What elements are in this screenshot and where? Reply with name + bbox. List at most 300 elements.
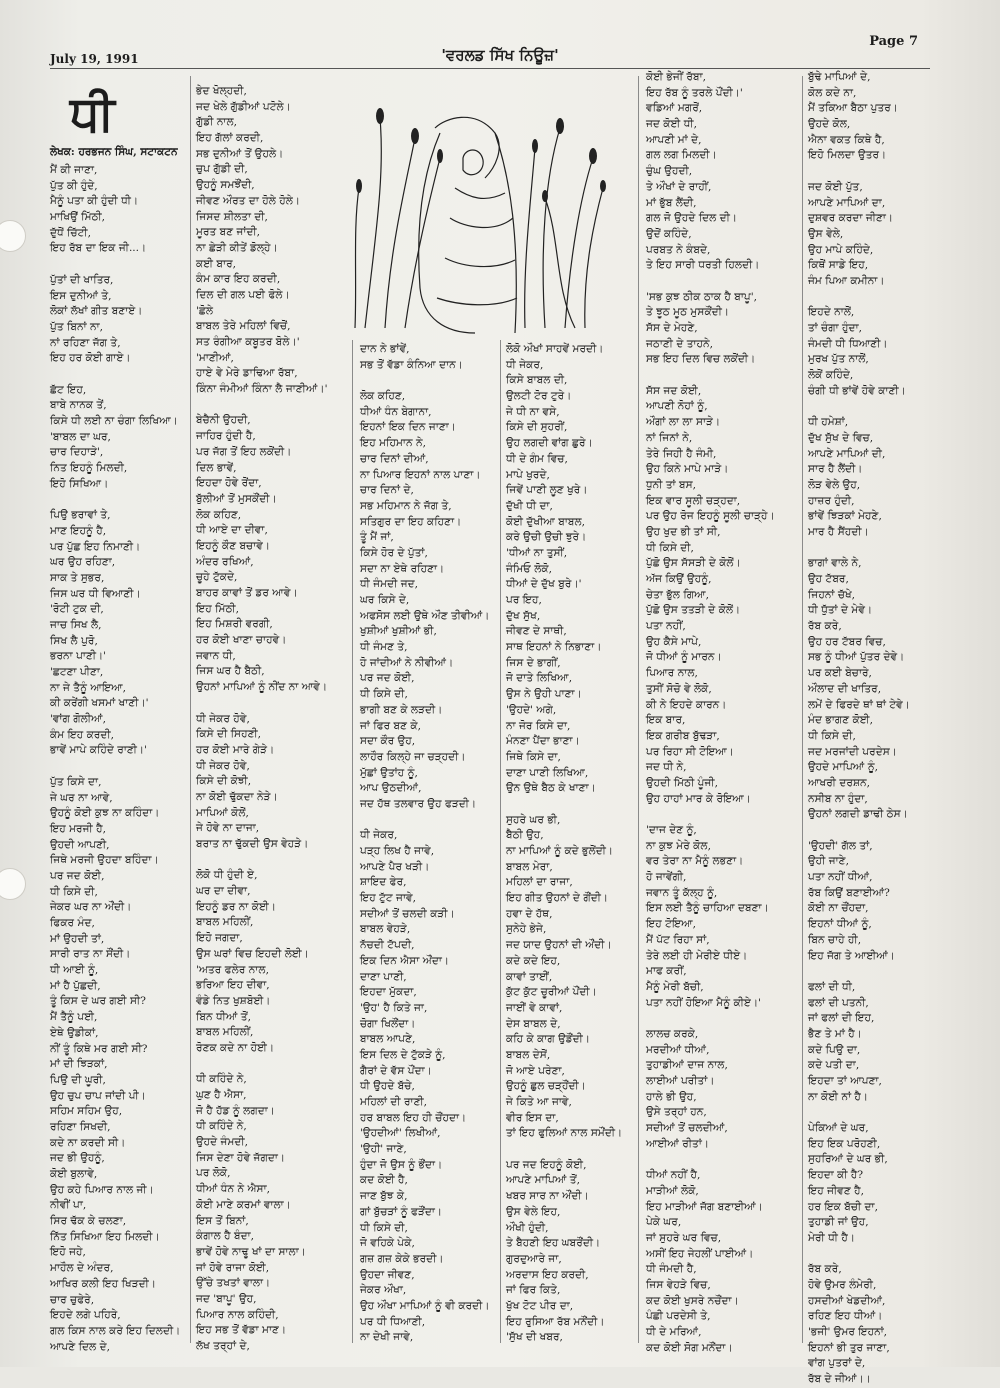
article-column-1 xyxy=(50,163,186,1358)
poem-line: ਜੇਕਰ ਔਖਾ, xyxy=(360,1284,407,1297)
poem-line: ਹੋ ਜਾਵੇਂਗੀ, xyxy=(646,871,687,884)
poem-line: ਜਦ 'ਬਾਪੂ' ਉਹ, xyxy=(196,1292,257,1305)
poem-line: ਉਹ ਕਹੇ ਪਿਆਰ ਨਾਲ ਜੀ। xyxy=(50,1183,154,1196)
poem-line: ਰਹਿਣਾ ਸਿਖਦੀ, xyxy=(50,1120,111,1133)
poem-line: ਇਹਦੇ ਲਗੇ ਪਹਿਰੇ, xyxy=(50,1309,121,1322)
poem-line: ਇਸ ਲਈ ਤੈਨੂੰ ਚਾਹਿਆ ਦਬਣਾ। xyxy=(646,902,769,915)
poem-line: ਨਾਂ ਜਿਨਾਂ ਨੇ, xyxy=(646,431,693,444)
poem-line: ਉਹਦਾ ਜੀਵਣ, xyxy=(360,1268,415,1281)
poem-line: ਮਰਦੀਆਂ ਧੀਆਂ, xyxy=(646,1043,710,1056)
poem-line: ਆਪਣੀ ਨੋਹਾਂ ਨੂੰ, xyxy=(646,400,708,413)
poem-line: ਕਦੇ ਨਾ ਕਰਦੀ ਸੀ। xyxy=(50,1136,126,1149)
poem-line: ਉਹ ਔਖਾ ਮਾਪਿਆਂ ਨੂੰ ਵੀ ਕਰਦੀ। xyxy=(360,1299,490,1312)
poem-line: ਪੁੱਤ ਬਿਨਾਂ ਨਾ, xyxy=(50,320,104,333)
poem-line: ਇਸ ਤੋਂ ਬਿਨਾਂ, xyxy=(196,1214,249,1227)
poem-line: ਹਰ ਕੋਈ ਮਾਰੇ ਗੇੜੇ। xyxy=(196,743,275,756)
header-divider xyxy=(50,68,930,69)
poem-line: ਉਹ ਲਗਦੀ ਵਾਂਗ ਛੁਰੇ। xyxy=(506,437,593,450)
poem-line: ਧੀ ਦੇ ਗੰਮ ਵਿਚ, xyxy=(506,452,568,465)
poem-line: ਕੰਗਾਲ ਹੈ ਬੰਦਾ, xyxy=(196,1230,255,1243)
poem-line: ਬਿਨ ਚਾਹੇ ਹੀ, xyxy=(808,933,862,946)
poem-line: ਧੀ ਜੇਕਰ, xyxy=(360,829,398,842)
poem-line: ਚੂਹੇ ਟੁੱਕਦੇ, xyxy=(196,571,238,584)
poem-line: ਦਿਲ ਦੀ ਗਲ ਪਈ ਫੋਲੇ। xyxy=(196,288,290,301)
poem-line xyxy=(50,257,186,273)
binder-hole xyxy=(0,220,26,252)
poem-line: ਅੰਦਰ ਰਖਿਆਂ, xyxy=(196,555,254,568)
poem-line: ਕੋਈ ਮਾਣੇ ਕਰਮਾਂ ਵਾਲਾ। xyxy=(196,1198,291,1211)
poem-line xyxy=(50,759,186,775)
poem-line: ਧੁਨੀ ਤਾਂ ਬਸ, xyxy=(646,478,697,491)
poem-line: ਧੀ ਆਈ ਨੂੰ, xyxy=(50,964,99,977)
poem-line: ਤੂੰ ਮੈਂ ਜਾਂ, xyxy=(360,531,394,544)
poem-line: ਮੈਂ ਪੱਟ ਰਿਹਾ ਸਾਂ, xyxy=(646,933,710,946)
poem-line: ਲੋਕੋਂ ਕਹਿੰਦੇ, xyxy=(808,369,854,382)
poem-line: ਛੱਟ ਇਹ, xyxy=(50,383,87,396)
poem-line: ਮੁੱਛਾਂ ਉਤਾਂਹ ਨੂੰ, xyxy=(360,766,418,779)
poem-line: ਉਹਨਾਂ ਲਗਦੀ ਡਾਢੀ ਠੇਸ। xyxy=(808,808,908,821)
poem-line: ਇਹ ਟੁੱਟ ਜਾਵੇ, xyxy=(360,892,416,905)
poem-line: ਜਵਾਨ ਤੂੰ ਕੱਲ੍ਹ ਨੂੰ, xyxy=(646,886,718,899)
poem-line xyxy=(808,290,958,306)
poem-line xyxy=(196,853,346,869)
poem-line: ਭੇਦ ਖੋਲ੍ਹਦੀ, xyxy=(196,85,247,97)
poem-line: ਹਾਏ ਵੇ ਮੇਰੇ ਡਾਢਿਆ ਰੱਬਾ, xyxy=(196,367,298,380)
poem-line: ਉਹ ਹਾਹਾਂ ਮਾਰ ਕੇ ਰੋਇਆ। xyxy=(646,792,751,805)
poem-line xyxy=(646,807,798,823)
poem-line xyxy=(50,492,186,508)
poem-line: ਮਹਿਲਾਂ ਦੀ ਰਾਣੀ, xyxy=(360,1096,428,1108)
poem-line: ਭਾਗਾਂ ਵਾਲੇ ਨੇ, xyxy=(808,557,862,570)
poem-line: ਜੰਮਦੀ ਧੀ ਧਿਆਣੀ। xyxy=(808,337,888,350)
poem-line: ਇਸ ਦਿਲ ਦੇ ਟੁੱਕੜੇ ਨੂੰ, xyxy=(360,1048,446,1061)
poem-line: ਪਰ ਜੱਗ ਤੋਂ ਇਹ ਲਕੋਂਦੀ। xyxy=(196,445,292,458)
poem-line: 'ਰੋਟੀ ਟੁਕ ਦੀ, xyxy=(50,603,104,616)
poem-line: ਰਹਿਣ ਇਹ ਧੀਆਂ। xyxy=(808,1310,883,1323)
poem-line: ਉਸ ਵੇਲੇ ਇਹ, xyxy=(506,1205,561,1218)
poem-line: ਬਿਨ ਧੀਆਂ ਤੋਂ, xyxy=(196,1010,251,1023)
poem-line: ਉਹਦੇ ਜੰਮਦੀ, xyxy=(196,1136,249,1149)
poem-line: ਮਾਪਿਆਂ ਕੋਲੋਂ, xyxy=(196,806,249,819)
poem-line: ਧੀ ਧੁੱਤਾਂ ਦੇ ਮੇਵੇ। xyxy=(808,604,873,617)
poem-line: ਉਹਨੂੰ ਛੁਲ ਚੜ੍ਹੌਂਦੀ। xyxy=(506,1080,586,1093)
poem-line: ਬਾਬਲ ਵੇਹੜੇ, xyxy=(360,923,411,936)
poem-line: ਇਸ ਦੁਨੀਆਂ ਤੇ, xyxy=(50,289,112,302)
poem-line: ਇਹ ਮਿਸ਼ਰੀ ਵਰਗੀ, xyxy=(196,618,273,631)
poem-line: ਪਰ ਪੁੱਛ ਇਹ ਨਿਮਾਣੀ। xyxy=(50,540,141,553)
poem-line: ਕੰਮ ਕਾਰ ਇਹ ਕਰਦੀ, xyxy=(196,273,281,286)
poem-line: ਮੈਂ ਕੀ ਜਾਣਾ, xyxy=(50,164,98,176)
poem-line: ਫਲਾਂ ਦੀ ਪਤਨੀ, xyxy=(808,996,869,1009)
poem-line: ਕੋਈ ਬੁਲਾਵੇ, xyxy=(50,1168,98,1180)
poem-line: ਜਦ ਮਰਜਾਂਦੀ ਪਰਦੇਸ। xyxy=(808,745,897,758)
poem-line: ਜਾਂ ਹੋਵੇ ਰਾਜਾ ਕੋਈ, xyxy=(196,1261,270,1274)
poem-line: ਆਪਣੇ ਮਾਪਿਆਂ ਦੀ, xyxy=(808,447,886,460)
column-divider xyxy=(190,76,191,1343)
poem-line: ਚਾਰ ਚੁਫੇਰੇ, xyxy=(50,1293,95,1306)
poem-line: ਜਿਸ ਦੇ ਭਾਗੀਂ, xyxy=(506,656,561,669)
poem-line: ਉਹਦੇ ਮਾਪਿਆਂ ਨੂੰ, xyxy=(808,761,878,774)
poem-line xyxy=(808,823,958,839)
poem-line: ਜਿਸ ਘਰ ਧੀ ਵਿਆਣੀ। xyxy=(50,587,141,600)
poem-line: ਗੁਰਦੁਆਰੇ ਜਾ, xyxy=(506,1252,562,1265)
poem-line: ਲੋਕ ਕਹਿਣ, xyxy=(196,508,242,521)
poem-line: ਦਾਨ ਨੇ ਭਾਂਵੇਂ, xyxy=(360,343,410,355)
poem-line: ਪਰ ਜਦ ਕੋਈ, xyxy=(50,869,105,882)
poem-line: ਮਾਂ ਭੁੱਬ ਲੈਂਦੀ, xyxy=(646,196,697,209)
poem-line: ਇਹਨੂੰ ਡਰ ਨਾ ਕੋਈ। xyxy=(196,900,276,913)
poem-line: ਮਾਂ ਉਹਦੀ ਤਾਂ, xyxy=(50,932,105,945)
poem-line: ਦੁੱਖੀ ਧੀ ਦਾ, xyxy=(506,499,553,512)
poem-line: ਇਹ ਰੱਬ ਦਾ ਇਕ ਜੀ...। xyxy=(50,242,147,255)
poem-line: ਉਸ ਘਰਾਂ ਵਿਚ ਇਹਦੀ ਲੋਈ। xyxy=(196,947,309,960)
poem-line: ਸਦੀਆਂ ਤੋਂ ਚਲਦੀਆਂ, xyxy=(646,1122,728,1135)
poem-line: ਹਵਾ ਦੇ ਹੱਥ, xyxy=(506,907,553,920)
poem-line: ਫਲਾਂ ਦੀ ਧੀ, xyxy=(808,980,856,993)
poem-line: ਹਰ ਬਾਬਲ ਇਹ ਹੀ ਚੌਂਹਦਾ। xyxy=(360,1111,467,1124)
poem-line: ਬਰਾਤ ਨਾ ਢੁੱਕਦੀ ਉਸ ਵੇਹੜੇ। xyxy=(196,838,309,850)
poem-line: ਜੇ ਧੀ ਨਾ ਵਸੇ, xyxy=(506,405,560,418)
poem-line: ਤੇਰੇ ਜਿਹੀ ਹੈ ਜੰਮੀ, xyxy=(646,447,717,460)
poem-line: ਗਜ਼ ਗਜ਼ ਕੇਕੇ ਭਰਦੀ। xyxy=(360,1252,444,1265)
poem-line: ਗਲ ਜੋ ਉਹਦੇ ਦਿਲ ਦੀ। xyxy=(646,212,738,225)
poem-line: ਇਹ ਹਰ ਕੋਈ ਗਾਏ। xyxy=(50,352,131,365)
poem-line: ਦੁੱਖ ਸੁੱਖ, xyxy=(506,609,541,622)
poem-line: ਭਾਵੇਂ ਹੋਵੇ ਨਾਢੂ ਖਾਂ ਦਾ ਸਾਲਾ। xyxy=(196,1245,306,1258)
poem-line: ਦਿਲ ਭਾਵੇਂ, xyxy=(196,461,237,474)
poem-line: ਮੈਂ ਤਕਿਆ ਬੈਠਾ ਪੁਤਰ। xyxy=(808,102,898,115)
poem-line: ਬਾਬਲ ਆਪਣੇ, xyxy=(360,1033,416,1046)
poem-line: ਜਾਂ ਫਲਾਂ ਦੀ ਇਹ, xyxy=(808,1012,875,1025)
poem-line: 'ਦਾਜ ਦੇਣ ਨੂੰ, xyxy=(646,824,697,836)
poem-line: ਪਰ ਇਹ, xyxy=(506,594,542,606)
poem-line: ਲਮੇਂ ਦੇ ਫਿਰਦੇ ਥਾਂ ਥਾਂ ਟੇਵੇ। xyxy=(808,698,910,711)
poem-line: ਮੈਨੂੰ ਮੇਰੀ ਬੱਚੀ, xyxy=(646,980,704,993)
poem-line: ਉਸ ਨੇ ਉਹੀ ਪਾਣਾ। xyxy=(506,688,582,701)
article-column-6 xyxy=(808,70,958,1386)
poem-line: ਪੇਕੇ ਘਰ, xyxy=(646,1216,682,1229)
article-title: ਧੀ xyxy=(70,86,115,142)
poem-line: ਰੱਬ ਕਰੇ, xyxy=(808,620,842,633)
poem-line: ਪਰ ਜਦ ਕੋਈ, xyxy=(360,672,415,685)
poem-line: ਬਾਬਲ ਮਹਿਲੀਂ, xyxy=(196,1026,254,1039)
poem-line: ਪਰ ਧੀ ਧਿਆਣੀ, xyxy=(360,1315,426,1328)
poem-line: ਤੇ ਝੂਠ ਮੂਠ ਮੁਸਕੌਂਦੀ। xyxy=(646,306,730,319)
poem-line: ਭਾਗੀ ਬਣ ਕੇ ਲੜਦੀ। xyxy=(360,703,443,716)
poem-line: ਦੁੱਖ ਸੁੱਖ ਦੇ ਵਿਚ, xyxy=(808,431,874,444)
poem-line: ਔਲਾਦ ਦੀ ਖਾਤਿਰ, xyxy=(808,682,882,695)
poem-line: ਕਰੇ ਉਚੀ ਉਚੀ ਝੁਰੇ। xyxy=(506,531,587,544)
poem-line: ਉਹਨਾਂ ਮਾਪਿਆਂ ਨੂੰ ਨੀਂਦ ਨਾ ਆਵੇ। xyxy=(196,681,328,694)
poem-line: ਪੁੱਛੋ ਉਸ ਸੱਸੜੀ ਦੇ ਕੋਲੋਂ। xyxy=(646,557,741,570)
poem-line: ਧੀ ਜੰਮਣ ਤੇ, xyxy=(360,641,408,654)
poem-line: ਉਹ ਚੁਪ ਚਾਪ ਜਾਂਦੀ ਪੀ। xyxy=(50,1089,146,1102)
poem-line xyxy=(506,1142,636,1158)
poem-line: ਬਾਹਰ ਕਾਵਾਂ ਤੋਂ ਡਰ ਆਵੇ। xyxy=(196,587,298,599)
poem-line: ਸਦੀਆਂ ਤੋਂ ਚਲਦੀ ਕੜੀ। xyxy=(360,907,455,920)
poem-line: ਜਾਂ ਫਿਰ ਕਿਤੇ, xyxy=(506,1284,561,1297)
poem-line: 'ਮਾਣੀਆਂ, xyxy=(196,351,234,364)
poem-line: ਨਾ ਕੋਈ ਢੁੱਕਦਾ ਨੇੜੇ। xyxy=(196,790,278,803)
poem-line: ਕਦੇ ਕਦੇ ਇਹ, xyxy=(506,954,561,967)
column-divider xyxy=(500,340,501,1343)
poem-line: ਉਹਨੂੰ ਕੋਈ ਕੁਝ ਨਾ ਕਹਿੰਦਾ। xyxy=(50,807,160,820)
poem-line: ਪੁੱਛੋ ਉਸ ਤਤੜੀ ਦੇ ਕੋਲੋਂ। xyxy=(646,604,741,617)
poem-line: ਸੁਹਰਿਆਂ ਦੇ ਘਰ ਭੀ, xyxy=(808,1153,888,1166)
poem-line: ਬਾਬਲ ਦੇਸੋਂ, xyxy=(506,1048,551,1061)
poem-line: ਵੀਰ ਇਸ ਦਾ, xyxy=(506,1111,559,1124)
poem-line: ਪਰ ਲੋਕੋ, xyxy=(196,1167,231,1180)
poem-line: ਮੰਨਣਾ ਪੈਂਦਾ ਭਾਣਾ। xyxy=(506,735,580,748)
poem-line: ਨੱਚਦੀ ਟੱਪਦੀ, xyxy=(360,939,415,952)
poem-line: ਗਲ ਲਗ ਮਿਲਦੀ। xyxy=(646,149,717,162)
poem-line: ਵਡਿਆਂ ਮਗਰੋਂ, xyxy=(646,102,703,115)
poem-line: ਉਹਨੂੰ ਸਮਝੌਂਦੀ, xyxy=(196,179,255,192)
poem-line: ਧੀ ਕਹਿੰਦੇ ਨੇ, xyxy=(196,1073,247,1086)
poem-line xyxy=(808,164,958,180)
poem-line: 'ਅਤਰ ਫਲੇਰ ਨਾਲ, xyxy=(196,963,269,976)
article-column-3 xyxy=(360,342,498,1359)
poem-line: ਜੋ ਹੈ ਹੱਡ ਨੂੰ ਲਗਦਾ। xyxy=(196,1104,275,1117)
poem-line: ਜਿਸ ਵੇਹੜੇ ਵਿਚ, xyxy=(646,1278,711,1291)
poem-line xyxy=(360,813,498,829)
poem-line: ਮਾਪੇ ਖੁਰਦੇ, xyxy=(506,468,550,481)
poem-line: ਜਦ ਕੋਈ ਪੁੱਤ, xyxy=(808,180,863,193)
poem-line: ਇਹਨਾਂ ਧੀਆਂ ਨੂੰ, xyxy=(808,918,872,931)
poem-line: ਧੀ ਜੇਕਰ ਹੋਵੇ, xyxy=(196,759,250,772)
poem-line: ਉਸੇ ਤਰ੍ਹਾਂ ਹਨ, xyxy=(646,1106,707,1119)
poem-line: ਘੁਣ ਹੈ ਐਸਾ, xyxy=(196,1089,247,1101)
poem-line: ਖੁੱਖ ਟੋਟ ਪੀਰ ਦਾ, xyxy=(506,1299,574,1312)
poem-line: ਪਤਾ ਨਹੀਂ ਧੀਆਂ, xyxy=(808,871,873,884)
poem-line: ਸਾਰੀ ਰਾਤ ਨਾ ਸੌਂਦੀ। xyxy=(50,948,131,961)
poem-line: ਪਿਆਰ ਨਾਲ ਕਹਿੰਦੀ, xyxy=(196,1308,279,1321)
poem-line: ਇਹੋ ਸਿਖਿਆ। xyxy=(50,477,109,490)
poem-line: ਕੋਈ ਭੇਜੀਂ ਰੱਬਾ, xyxy=(646,71,706,83)
poem-line: ਦੁੱਧੋਂ ਚਿੱਟੀ, xyxy=(50,226,91,239)
poem-line: 'ਉਹਦੀ' ਗੱਲ ਤਾਂ, xyxy=(808,839,873,852)
poem-line xyxy=(646,1011,798,1027)
poem-line: ਉਹ ਕਿਨੇ ਮਾਪੇ ਮਾੜੇ। xyxy=(646,463,729,476)
poem-line: ਵਾਂਗ ਪੁਤਰਾਂ ਦੇ, xyxy=(808,1357,866,1370)
poem-line: ਚੋਗਾ ਖਿਲੌਂਦਾ। xyxy=(360,1017,416,1030)
poem-line: ਗਲ ਕਿਸ ਨਾਲ ਕਰੇ ਇਹ ਦਿਲਦੀ। xyxy=(50,1324,181,1337)
poem-line: ਧੀਆਂ ਧੰਨ ਨੇ ਐਸਾ, xyxy=(196,1183,270,1196)
poem-line: ਤੇ ਔਖਾਂ ਦੇ ਰਾਹੀਂ, xyxy=(646,180,712,193)
poem-line: ਨੀਂ ਤੂੰ ਕਿਥੇ ਮਰ ਗਈ ਸੀ? xyxy=(50,1042,148,1055)
poem-line: ਵਰ ਤੇਰਾ ਨਾ ਮੈਨੂੰ ਲਭਣਾ। xyxy=(646,855,744,868)
article-column-4 xyxy=(506,342,636,1359)
poem-line: ਭਰਿਆ ਇਹ ਦੀਵਾ, xyxy=(196,979,270,992)
poem-line: ਆਪਣੀ ਮਾਂ ਦੇ, xyxy=(646,133,702,146)
poem-line: ਘਰ ਦਾ ਦੀਵਾ, xyxy=(196,885,251,898)
poem-line: ਲੋੜ ਵੇਲੇ ਉਹ, xyxy=(808,478,861,491)
poem-line: ਇਕ ਦਿਨ ਐਸਾ ਔਂਦਾ। xyxy=(360,954,450,967)
poem-line: ਨਸੀਬ ਨਾ ਹੁੰਦਾ, xyxy=(808,792,868,805)
poem-line xyxy=(196,696,346,712)
poem-line: ਇਹੋ ਜਹੇ, xyxy=(50,1246,86,1259)
poem-line: ਤੇਰੇ ਲਈ ਹੀ ਮੇਰੀਏ ਧੀਏ। xyxy=(646,949,748,962)
poem-line: ਪੁੱਤ ਕੀ ਹੁੰਦੇ, xyxy=(50,179,98,192)
poem-line: ਸਿਰ ਢੱਕ ਕੇ ਚਲਣਾ, xyxy=(50,1215,127,1228)
poem-line: ਕਾਵਾਂ ਤਾਈਂ, xyxy=(506,970,553,983)
poem-line: ਪੁੱਤ ਕਿਸੇ ਦਾ, xyxy=(50,775,102,788)
poem-line: ਇਹਨਾਂ ਭੀ ਤੁਰ ਜਾਣਾ, xyxy=(808,1341,890,1354)
poem-line xyxy=(808,1247,958,1263)
poem-line: ਹਾਲੇ ਭੀ ਉਹ, xyxy=(646,1090,697,1103)
poem-line: ਆਪਣੇ ਪੈਰ ਖੜੀ। xyxy=(360,860,430,873)
poem-line: ਤੁਸੀਂ ਸੋਚੋ ਵੇ ਲੋਕੋ, xyxy=(646,682,712,695)
issue-date: July 19, 1991 xyxy=(50,52,139,66)
poem-line: ਉਹ ਮਾਪੇ ਕਹਿੰਦੇ, xyxy=(808,243,874,256)
poem-line: ਜਿਸਦ ਸ਼ੀਲਤਾ ਦੀ, xyxy=(196,210,268,223)
poem-line: ਜਦ ਯਾਦ ਉਹਨਾਂ ਦੀ ਔਂਦੀ। xyxy=(506,939,612,952)
article-column-2 xyxy=(196,84,346,1359)
poem-line: ਉਹਦੀ ਆਪਣੀ, xyxy=(50,838,110,851)
poem-line: ਰੱਬ ਦੇ ਜੀਆਂ।। xyxy=(808,1373,871,1386)
poem-line: ਪਰ ਕਈ ਬੇਚਾਰੇ, xyxy=(808,667,872,680)
poem-line: ਸਭ ਮਹਿਮਾਨ ਨੇ ਜੱਗ ਤੇ, xyxy=(360,499,452,512)
poem-line: ਇਹ ਜੱਗ ਤੇ ਆਈਆਂ। xyxy=(808,949,895,962)
poem-line: ਔਗਾਂ ਲਾ ਲਾ ਸਾੜੇ। xyxy=(646,416,721,429)
poem-line: ਮਾਹੌਲ ਦੇ ਅੰਦਰ, xyxy=(50,1262,114,1275)
poem-line: ਧੀ ਕਿਸੇ ਦੀ, xyxy=(808,729,856,742)
poem-line: ਕਦ ਕੋਈ ਖੁਸਰੇ ਨਚੌਂਦਾ। xyxy=(646,1294,739,1307)
poem-line: ਜਠਾਣੀ ਦੇ ਤਾਹਨੇ, xyxy=(646,337,714,350)
poem-line: ਜਾਹਿਰ ਹੁੰਦੀ ਹੈ, xyxy=(196,430,256,443)
poem-line: ਭੈਣ ਤੇ ਮਾਂ ਹੈ। xyxy=(808,1027,862,1040)
poem-line: ਮਹਿਲਾਂ ਦਾ ਰਾਜਾ, xyxy=(506,876,573,889)
poem-line: ਸਾਰ ਹੈ ਲੈਂਦੀ। xyxy=(808,463,863,476)
poem-line: ਮਾਂ ਦੀ ਝਿੜਕਾਂ, xyxy=(50,1058,108,1071)
poem-line: ਇਹ ਮਹਿਮਾਨ ਨੇ, xyxy=(360,437,426,450)
poem-line xyxy=(646,274,798,290)
poem-line: 'ਉਹਦੀਆਂ' ਲਿਖੀਆਂ, xyxy=(360,1127,441,1140)
poem-line: ਧੀ ਕਹਿੰਦੇ ਨੇ, xyxy=(196,1120,247,1133)
poem-line: ਖਬਰ ਸਾਰ ਨਾ ਔਂਦੀ। xyxy=(506,1190,589,1203)
poem-line: ਮਾਰ ਹੈ ਸੈਂਹਦੀ। xyxy=(808,525,869,538)
poem-line xyxy=(646,1152,798,1168)
poem-line: ਜਵਾਨ ਧੀ, xyxy=(196,649,236,662)
poem-line: ਜੋ ਦਾਤੇ ਲਿਖਿਆ, xyxy=(506,672,573,685)
poem-line: ਲਾਹੌਰ ਕਿਲ੍ਹੇ ਜਾ ਚੜ੍ਹਦੀ। xyxy=(360,750,466,763)
poem-line: ਕਿਸੇ ਦੀ ਕੋਝੀ, xyxy=(196,775,252,788)
poem-line: ਬੁੱਲੀਆਂ ਤੋਂ ਮੁਸਕੌਂਦੀ। xyxy=(196,492,277,505)
poem-line: ਹੁੰਦਾ ਜੋ ਉਸ ਨੂੰ ਭੌਂਦਾ। xyxy=(360,1158,443,1171)
poem-line: ਰੱਬ ਕਿਉਂ ਬਣਾਈਆਂ? xyxy=(808,886,890,899)
poem-line: ਕਿੰਨਾ ਜੰਮੀਆਂ ਕਿੰਨਾ ਲੈ ਜਾਣੀਆਂ।' xyxy=(196,383,328,396)
poem-line: ਪਰ ਉਹ ਰੋਜ ਇਹਨੂੰ ਸੂਲੀ ਚਾੜ੍ਹੇ। xyxy=(646,510,775,523)
poem-line: ਜਿਥੇ ਮਰਜੀ ਉਹਦਾ ਬਹਿੰਦਾ। xyxy=(50,854,159,867)
poem-line: ਫਿਕਰ ਮੰਦ, xyxy=(50,917,95,929)
poem-line: ਨਾ ਪਿਆਰ ਇਹਨਾਂ ਨਾਲ ਪਾਣਾ। xyxy=(360,468,481,481)
poem-line: ਧੀ ਜੰਮਦੀ ਜਦ, xyxy=(360,578,418,591)
poem-line: ਮੇਰੀ ਧੀ ਹੈ। xyxy=(808,1231,855,1244)
column-divider xyxy=(802,76,803,1343)
poem-line: ਨਾ ਕੋਈ ਨਾਂ ਹੈ। xyxy=(808,1090,869,1103)
poem-line: ਇਹੋ ਮਿਲਦਾ ਉਤਰ। xyxy=(808,149,887,162)
poem-line: ਦਾਣਾ ਪਾਣੀ ਲਿਖਿਆ, xyxy=(506,766,589,779)
poem-line: ਕਿਥੋਂ ਸਾਡੇ ਇਹ, xyxy=(808,259,869,272)
poem-line: ਜਦ ਧੀ ਨੇ, xyxy=(646,761,687,774)
poem-line: ਰੱਬ ਕਰੇ, xyxy=(808,1263,842,1276)
poem-line: ਕਈ ਬਾਰ, xyxy=(196,257,236,270)
poem-line: ਜੀਵਣ ਔਰਤ ਦਾ ਹੋਲੇ ਹੋਲੇ। xyxy=(196,194,301,207)
poem-line: ਜੋ ਵਹਿਕੇ ਪੇਕੇ, xyxy=(360,1237,415,1250)
poem-line: 'ਬਾਬਲ ਦਾ ਘਰ, xyxy=(50,430,111,443)
poem-line: ਇਹਨੂੰ ਕੌਣ ਬਚਾਵੇ। xyxy=(196,539,271,552)
poem-line: 'ਛੋਲੇ xyxy=(196,304,214,317)
poem-line: ਨਾ ਛੇੜੀ ਕੀਤੇਂ ਡੋਲ੍ਹੇ। xyxy=(196,241,278,254)
poem-line: 'ਉਹਦੇ' ਅਗੇ, xyxy=(506,703,557,716)
poem-line: ਧੀ ਆਏ ਦਾ ਦੀਵਾ, xyxy=(196,524,268,537)
poem-line: 'ਭਜੀ' ਉਮਰ ਇਹਨਾਂ, xyxy=(808,1326,888,1338)
poem-line: ਇਹਦਾ ਮੁੱਕਦਾ, xyxy=(360,986,417,999)
poem-line: ਕੰਮ ਇਹ ਕਰਦੀ, xyxy=(50,728,115,741)
poem-line: ਬਾਬਲ ਤੇਰੇ ਮਹਿਲਾਂ ਵਿਚੋਂ, xyxy=(196,320,291,333)
publication-name: 'ਵਰਲਡ ਸਿੱਖ ਨਿਊਜ਼' xyxy=(441,46,559,64)
poem-line: ਹਾਜ਼ਰ ਹੁੰਦੀ, xyxy=(808,494,855,507)
poem-line: ਬਾਬੇ ਨਾਨਕ ਤੇਂ, xyxy=(50,399,107,412)
poem-line: ਇਹਦਾ ਤਾਂ ਆਪਣਾ, xyxy=(808,1075,882,1087)
poem-line: ਜੰਮ ਪਿਆ ਕਮੀਨਾ। xyxy=(808,274,885,287)
poem-line: ਇਹਦਾ ਹੋਵੇ ਰੋਂਦਾ, xyxy=(196,477,262,490)
poem-line: ਹੋ ਜਾਂਦੀਆਂ ਨੇ ਨੀਵੀਆਂ। xyxy=(360,656,454,669)
poem-line: ਆਪਣੇ ਮਾਪਿਆਂ ਤੋਂ, xyxy=(506,1174,580,1187)
poem-line xyxy=(808,399,958,415)
poem-line: ਉਲਟੀ ਟੋਰ ਟੁਰੇ। xyxy=(506,390,572,403)
poem-line: ਜੇ ਹੋਵੇ ਨਾ ਦਾਜਾ, xyxy=(196,822,260,835)
poem-line: ਜਾਂ ਸੁਹਰੇ ਘਰ ਵਿਚ, xyxy=(646,1231,722,1244)
poem-line: ਧੀ ਕਿਸੇ ਦੀ, xyxy=(360,1221,408,1234)
poem-line: ਭਾਵੇਂ ਮਾਪੇ ਕਹਿੰਦੇ ਰਾਣੀ।' xyxy=(50,744,147,757)
poem-line: ਲੋਕੋ ਔਖਾਂ ਸਾਹਵੇਂ ਮਰਦੀ। xyxy=(506,343,604,355)
poem-line: ਨਾਂ ਰਹਿਣਾ ਜੱਗ ਤੇ, xyxy=(50,336,121,349)
poem-line: ਅੱਜ ਕਿਉਂ ਉਹਨੂੰ, xyxy=(646,573,712,585)
poem-line: ਜਦ ਕੋਈ ਧੀ, xyxy=(646,118,697,131)
poem-line: ਇਹ ਮਾੜੀਆਂ ਜੱਗ ਬਣਾਈਆਂ। xyxy=(646,1200,763,1213)
poem-line: ਮੈਂ ਤੈਨੂੰ ਪਈ, xyxy=(50,1011,98,1024)
poem-line: ਕਿਸੇ ਬਾਬਲ ਦੀ, xyxy=(506,374,568,387)
poem-line: ਉਹ ਹਰ ਟੱਬਰ ਵਿਚ, xyxy=(808,635,886,648)
poem-line: ਜਦ ਖੇਲੇ ਗੁੱਡੀਆਂ ਪਟੋਲੇ। xyxy=(196,100,291,113)
poem-line: ਸਭ ਤੋਂ ਵੱਡਾ ਕੰਨਿਆ ਦਾਨ। xyxy=(360,358,463,371)
poem-line: ਇਹ ਗੀਤ ਉਹਨਾਂ ਦੇ ਗੌਂਦੀ। xyxy=(506,892,609,905)
poem-line: ਖੁਸ਼ੀਆਂ ਖੁਸ਼ੀਆਂ ਭੀ, xyxy=(360,625,437,638)
poem-line: ਪਿਉ ਭਰਾਵਾਂ ਤੇ, xyxy=(50,509,111,522)
poem-line: ਮਾਂ ਹੈ ਪੁੱਛਦੀ, xyxy=(50,979,101,992)
poem-line: ਇਹਨਾਂ ਇਕ ਦਿਨ ਜਾਣਾ। xyxy=(360,421,456,434)
poem-line: ਸਤ ਰੰਗੀਆ ਕਬੂਤਰ ਬੋਲੇ।' xyxy=(196,336,300,348)
poem-line: ਚੰਗੀ ਧੀ ਭਾਂਵੇਂ ਹੋਵੇ ਕਾਣੀ। xyxy=(808,384,906,397)
poem-line: ਸਭ ਇਹ ਦਿਲ ਵਿਚ ਲਕੋਂਦੀ। xyxy=(646,353,756,366)
poem-line: ਨਿੱਤ ਸਿਖਿਆ ਇਹ ਮਿਲਦੀ। xyxy=(50,1230,160,1243)
poem-line: ਇਹ ਮਰਜੀ ਹੈ, xyxy=(50,822,106,835)
poem-line: ਧੀ ਕਿਸੇ ਦੀ, xyxy=(646,541,694,554)
poem-line: ਆਪਣੇ ਦਿਲ ਦੇ, xyxy=(50,1340,110,1353)
poem-line: ਬੁੱਢੇ ਮਾਪਿਆਂ ਦੇ, xyxy=(808,71,871,83)
poem-line: ਕੀ ਨੇ ਇਹਦੇ ਕਾਰਨ। xyxy=(646,698,727,711)
poem-line: ਇਹੋ ਜਗਦਾ, xyxy=(196,932,243,945)
poem-line: ਕਦ ਕੋਈ ਸੋਗ ਮਨੌਂਦਾ। xyxy=(646,1341,733,1354)
poem-line: ਜਿਹਨਾਂ ਚੱਖੇ, xyxy=(808,588,856,601)
poem-line: 'ਸੁੱਖ ਦੀ ਖਬਰ, xyxy=(506,1331,563,1344)
poem-line: ਕੋਈ ਦੁੱਖੀਆ ਬਾਬਲ, xyxy=(506,515,586,528)
poem-line: ਚਾਰ ਦਿਨਾਂ ਦੇ, xyxy=(360,484,414,497)
poem-line: ਮੁਰਖ ਪੁੱਤ ਨਾਲੋਂ, xyxy=(808,353,869,366)
poem-line: ਚੁਪ ਗੁੱਡੀ ਦੀ, xyxy=(196,163,248,176)
poem-line: ਜੀਵਣ ਦੇ ਸਾਥੀ, xyxy=(506,625,567,638)
